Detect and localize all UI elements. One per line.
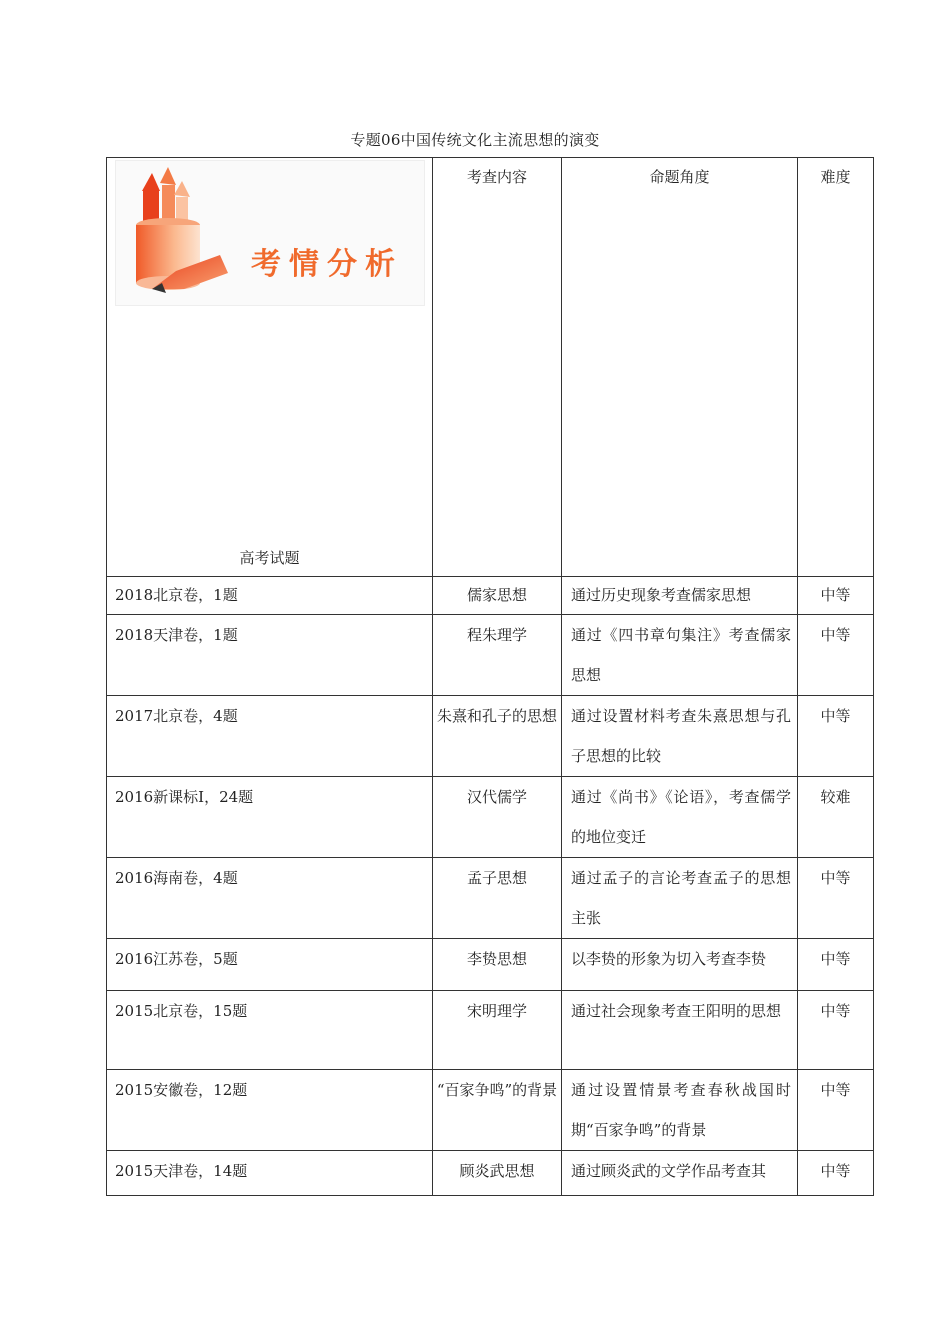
row-content: 朱熹和孔子的思想 xyxy=(433,696,562,777)
row-difficulty: 较难 xyxy=(798,777,874,858)
row-difficulty: 中等 xyxy=(798,615,874,696)
header-angle: 命题角度 xyxy=(649,168,710,186)
table-row xyxy=(107,577,874,615)
row-source: 2016海南卷，4题 xyxy=(107,858,433,939)
exam-analysis-table xyxy=(106,157,874,1196)
header-difficulty-cell xyxy=(798,158,874,577)
row-source: 2018天津卷，1题 xyxy=(107,615,433,696)
table-row xyxy=(107,777,874,858)
row-angle: 通过历史现象考查儒家思想 xyxy=(562,577,798,615)
row-content: 汉代儒学 xyxy=(433,777,562,858)
row-difficulty: 中等 xyxy=(798,696,874,777)
pencil-cup-icon xyxy=(116,161,424,305)
row-angle: 通过设置材料考查朱熹思想与孔子思想的比较 xyxy=(562,696,798,777)
table-row xyxy=(107,858,874,939)
row-angle: 通过《四书章句集注》考查儒家思想 xyxy=(562,615,798,696)
row-source: 2015天津卷，14题 xyxy=(107,1151,433,1196)
row-difficulty: 中等 xyxy=(798,1151,874,1196)
row-angle: 以李贽的形象为切入考查李贽 xyxy=(562,939,798,991)
row-content: 李贽思想 xyxy=(433,939,562,991)
header-source-cell xyxy=(107,158,433,577)
header-angle-cell xyxy=(562,158,798,577)
row-angle: 通过孟子的言论考查孟子的思想主张 xyxy=(562,858,798,939)
table-row xyxy=(107,615,874,696)
header-content: 考查内容 xyxy=(466,168,527,186)
row-content: 孟子思想 xyxy=(433,858,562,939)
row-angle: 通过《尚书》《论语》，考查儒学的地位变迁 xyxy=(562,777,798,858)
banner-text: 考情分析 xyxy=(251,247,403,282)
row-difficulty: 中等 xyxy=(798,991,874,1070)
table-row xyxy=(107,1070,874,1151)
row-content: “百家争鸣”的背景 xyxy=(433,1070,562,1151)
table-row xyxy=(107,939,874,991)
row-difficulty: 中等 xyxy=(798,939,874,991)
table-row xyxy=(107,991,874,1070)
row-source: 2016新课标Ⅰ，24题 xyxy=(107,777,433,858)
row-angle: 通过社会现象考查王阳明的思想 xyxy=(562,991,798,1070)
row-source: 2018北京卷，1题 xyxy=(107,577,433,615)
row-angle: 通过顾炎武的文学作品考查其 xyxy=(562,1151,798,1196)
row-difficulty: 中等 xyxy=(798,577,874,615)
row-source: 2015北京卷，15题 xyxy=(107,991,433,1070)
row-source: 2016江苏卷，5题 xyxy=(107,939,433,991)
row-difficulty: 中等 xyxy=(798,858,874,939)
header-content-cell xyxy=(433,158,562,577)
header-difficulty: 难度 xyxy=(820,168,851,186)
row-source: 2017北京卷，4题 xyxy=(107,696,433,777)
page-title: 专题06中国传统文化主流思想的演变 xyxy=(350,131,600,149)
row-content: 顾炎武思想 xyxy=(433,1151,562,1196)
row-content: 宋明理学 xyxy=(433,991,562,1070)
header-source: 高考试题 xyxy=(239,549,300,567)
row-content: 儒家思想 xyxy=(433,577,562,615)
table-row xyxy=(107,696,874,777)
table-row xyxy=(107,1151,874,1196)
row-source: 2015安徽卷，12题 xyxy=(107,1070,433,1151)
row-content: 程朱理学 xyxy=(433,615,562,696)
table-header-row xyxy=(107,158,874,577)
row-angle: 通过设置情景考查春秋战国时期“百家争鸣”的背景 xyxy=(562,1070,798,1151)
analysis-banner xyxy=(115,160,425,306)
row-difficulty: 中等 xyxy=(798,1070,874,1151)
